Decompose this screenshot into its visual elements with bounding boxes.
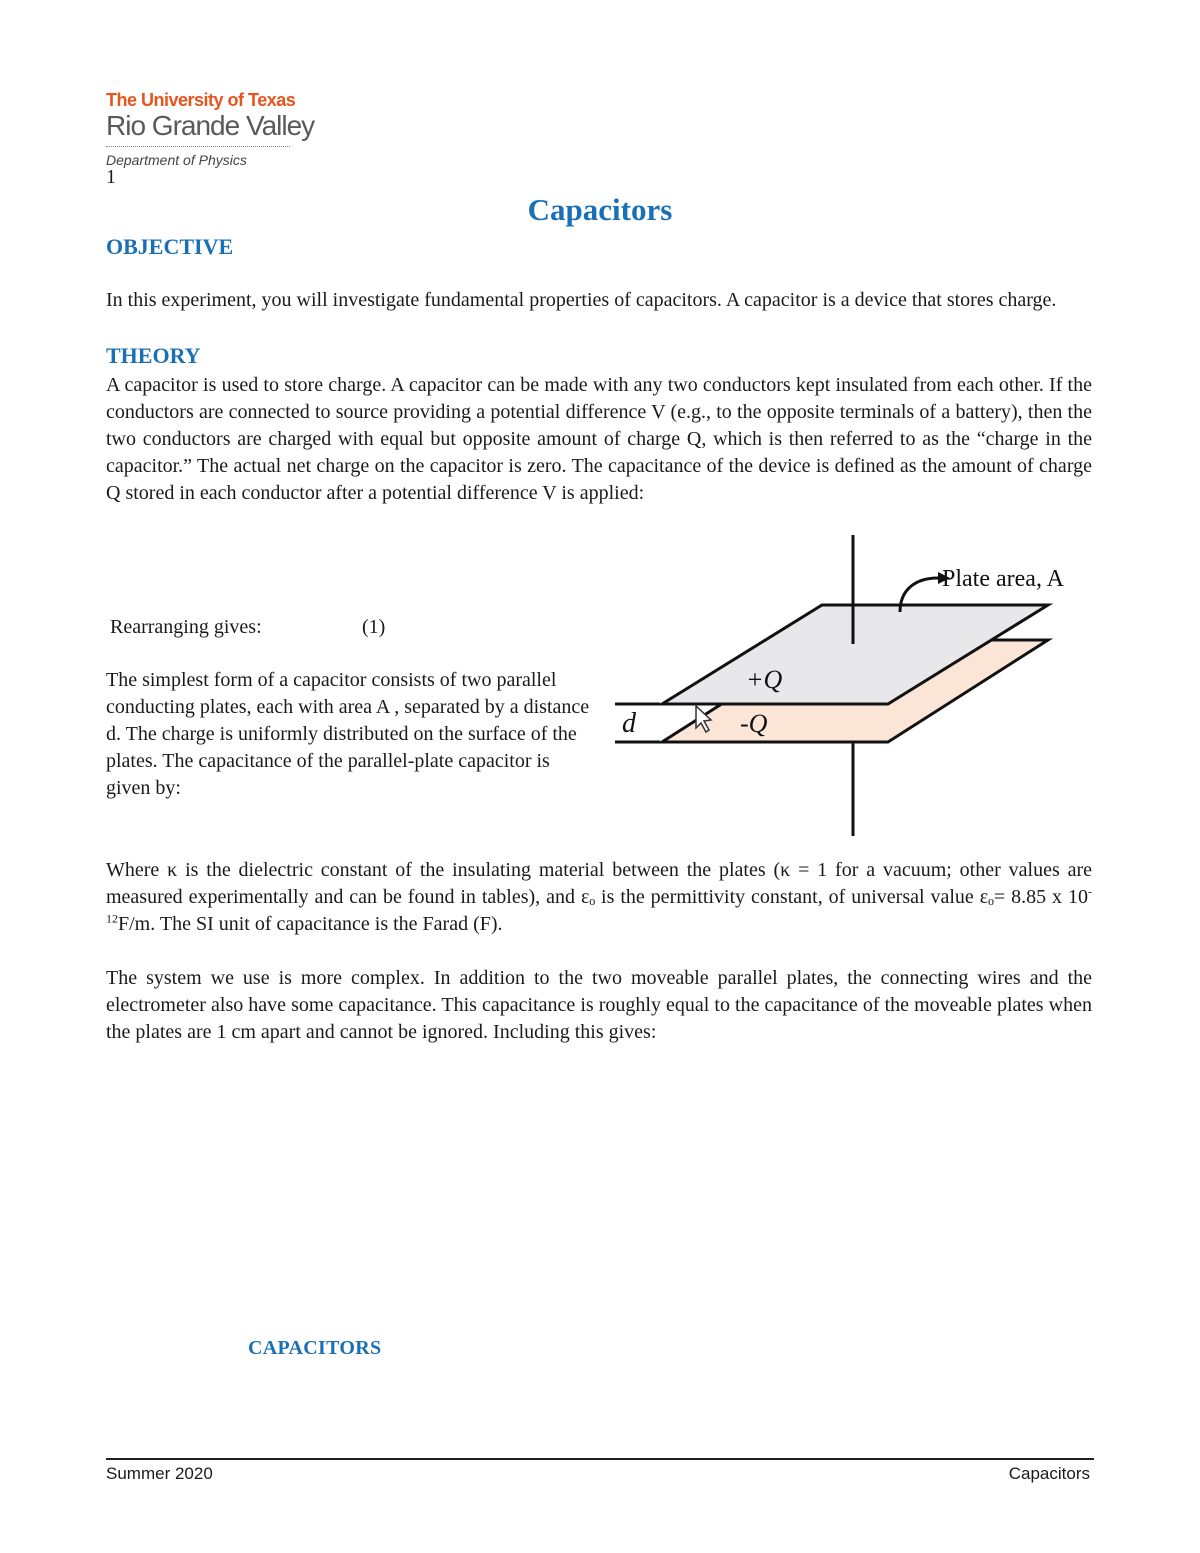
logo-department: Department of Physics <box>106 152 247 168</box>
parallel-plate-diagram <box>600 530 1100 842</box>
dielectric-text-part2: F/m. The SI unit of capacitance is the Farad (F). <box>118 913 503 935</box>
footer-right: Capacitors <box>1008 1464 1090 1483</box>
logo-dotted-rule <box>106 146 290 147</box>
minus-q-label: -Q <box>740 709 768 738</box>
plus-q-label: +Q <box>746 665 783 694</box>
dielectric-text-part1: Where κ is the dielectric constant of the insulating material between the plates (κ = 1 for a vacuum; other values are measured experimentally and can be found in tables), and εₒ is the permittivity constant, of universal value εₒ= 8.85 x 10 <box>106 859 1092 908</box>
university-logo <box>106 90 326 169</box>
page-number: 1 <box>106 166 116 188</box>
logo-line-2: Rio Grande Valley <box>106 110 315 141</box>
objective-heading: OBJECTIVE <box>106 234 234 259</box>
d-label: d <box>622 708 636 739</box>
dielectric-text <box>106 857 1092 938</box>
plate-area-label: Plate area, A <box>942 566 1064 592</box>
footer-left: Summer 2020 <box>106 1464 213 1483</box>
objective-text: In this experiment, you will investigate fundamental properties of capacitors. A capacitor is a device that stores charge. <box>106 289 1057 311</box>
rearranging-text: Rearranging gives: <box>110 616 262 638</box>
theory-heading: THEORY <box>106 343 201 368</box>
logo-line-1: The University of Texas <box>106 90 296 110</box>
footer-rule <box>106 1458 1094 1460</box>
parallel-plate-text: The simplest form of a capacitor consists of two parallel conducting plates, each with area A , separated by a distance d. The charge is uniformly distributed on the surface of the plates. The capacitance of the parallel-plate capacitor is given by: <box>106 669 590 799</box>
system-text: The system we use is more complex. In addition to the two moveable parallel plates, the connecting wires and the electrometer also have some capacitance. This capacitance is roughly equal to the capacitance of the moveable plates when the plates are 1 cm apart and cannot be ignored. Including this gives: <box>106 967 1092 1043</box>
equation-number: (1) <box>362 616 386 638</box>
capacitors-label: CAPACITORS <box>248 1337 382 1359</box>
theory-text: A capacitor is used to store charge. A capacitor can be made with any two conductors kept insulated from each other. If the conductors are connected to source providing a potential difference V (e.g., to the opposite terminals of a battery), then the two conductors are charged with equal but opposite amount of charge Q, which is then referred to as the “charge in the capacitor.” The actual net charge on the capacitor is zero. The capacitance of the device is defined as the amount of charge Q stored in each conductor after a potential difference V is applied: <box>106 374 1092 504</box>
dielectric-exponent: -12 <box>106 884 1092 926</box>
page-title: Capacitors <box>527 192 673 227</box>
